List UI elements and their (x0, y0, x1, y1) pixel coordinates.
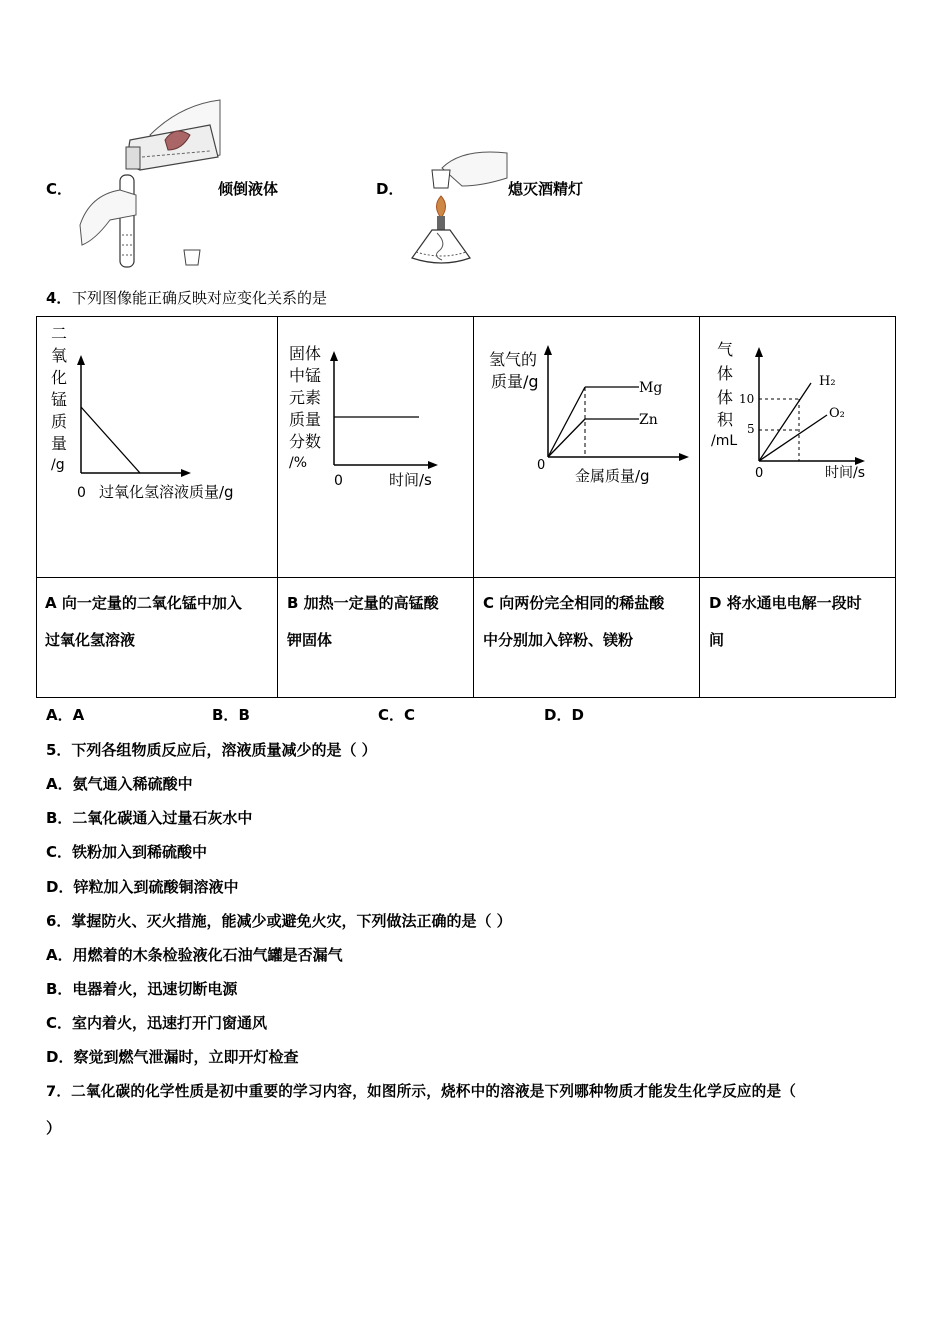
graph-a (37, 317, 277, 577)
graph-a-ylabel-3: 锰 (51, 390, 68, 409)
q4-option-d-label: D． (544, 706, 572, 724)
extinguishing-alcohol-lamp-illustration (402, 148, 512, 273)
q4-option-b-label: B． (212, 706, 239, 724)
graph-d-ylabel-1: 体 (717, 364, 734, 383)
graph-d-caption-line2: 间 (709, 631, 725, 649)
q4-option-c-label: C． (378, 706, 405, 724)
q5-option-d[interactable]: D．锌粒加入到硫酸铜溶液中 (46, 878, 239, 896)
graph-d-ylabel-0: 气 (717, 340, 734, 359)
graph-b (277, 317, 473, 577)
graph-c-xlabel: 金属质量/g (575, 467, 650, 485)
graph-d-caption-line1: D 将水通电电解一段时 (709, 594, 862, 612)
graph-d-series-o2: O₂ (829, 406, 845, 421)
q4-option-d-value: D (571, 706, 584, 724)
graph-c-zn-rise (548, 419, 585, 457)
graph-b-ylabel-2: 元素 (289, 388, 322, 407)
graph-b-caption-line1: B 加热一定量的高锰酸 (287, 594, 439, 612)
graph-d-ylabel-2: 体 (717, 388, 734, 407)
question-5-stem: 5．下列各组物质反应后，溶液质量减少的是（ ） (46, 741, 377, 759)
graph-b-ylabel-3: 质量 (289, 410, 322, 429)
pouring-liquid-illustration (70, 95, 230, 275)
question-7-stem-line2: ） (46, 1119, 62, 1137)
graph-d-xlabel: 时间/s (825, 465, 866, 481)
graph-a-ylabel-1: 氧 (51, 346, 68, 365)
graph-a-ylabel-6: /g (51, 457, 65, 473)
graph-table (36, 316, 896, 698)
q6-option-d[interactable]: D．察觉到燃气泄漏时，立即开灯检查 (46, 1048, 299, 1066)
option-c-caption: 倾倒液体 (218, 180, 279, 198)
question-4-number: 4． (46, 289, 72, 307)
graph-d-o2-line (759, 415, 827, 461)
graph-b-caption-line2: 钾固体 (287, 631, 333, 649)
graph-b-ylabel-5: /% (289, 455, 308, 471)
q5-option-a[interactable]: A．氨气通入稀硫酸中 (46, 775, 193, 793)
graph-b-ylabel-1: 中锰 (289, 366, 322, 385)
graph-a-ylabel-5: 量 (51, 434, 68, 453)
q4-option-a-value: A (72, 706, 85, 724)
graph-d-ytick-5: 5 (747, 422, 755, 436)
q4-option-b[interactable] (212, 704, 250, 725)
graph-a-line (81, 407, 140, 473)
option-d-label: D． (376, 180, 404, 198)
question-7-stem-line1: 7．二氧化碳的化学性质是初中重要的学习内容，如图所示，烧杯中的溶液是下列哪种物质才能发生化学反应的是（ (46, 1083, 797, 1100)
graph-c (473, 317, 699, 577)
graph-c-caption-line1: C 向两份完全相同的稀盐酸 (483, 594, 665, 612)
q5-option-b[interactable]: B．二氧化碳通入过量石灰水中 (46, 809, 253, 827)
graph-a-ylabel-0: 二 (51, 324, 68, 343)
q5-option-c[interactable]: C．铁粉加入到稀硫酸中 (46, 843, 208, 861)
graph-d-ylabel-3: 积 (717, 410, 734, 429)
graph-b-xlabel: 时间/s (389, 471, 432, 489)
option-c-label: C． (46, 180, 73, 198)
graph-b-ylabel-0: 固体 (289, 344, 322, 363)
graph-c-mg-rise (548, 387, 585, 457)
q4-option-c[interactable] (378, 704, 415, 725)
graph-d-h2-line (759, 383, 811, 461)
q6-option-a[interactable]: A．用燃着的木条检验液化石油气罐是否漏气 (46, 946, 343, 964)
graph-b-ylabel-4: 分数 (289, 432, 322, 451)
graph-d-ytick-10: 10 (739, 392, 755, 406)
question-4-stem: 下列图像能正确反映对应变化关系的是 (72, 289, 328, 307)
graph-a-xlabel: 过氧化氢溶液质量/g (99, 483, 234, 501)
option-d-caption: 熄灭酒精灯 (508, 180, 584, 198)
graph-a-caption-line2: 过氧化氢溶液 (45, 631, 136, 649)
graph-d-series-h2: H₂ (819, 374, 836, 389)
graph-d-origin: 0 (755, 466, 764, 481)
graph-a-ylabel-2: 化 (51, 368, 68, 387)
graph-a-origin: 0 (77, 485, 86, 501)
q4-option-d[interactable] (544, 704, 584, 725)
q6-option-b[interactable]: B．电器着火，迅速切断电源 (46, 980, 238, 998)
q6-option-c[interactable]: C．室内着火，迅速打开门窗通风 (46, 1014, 268, 1032)
graph-d-ylabel-4: /mL (711, 433, 738, 449)
graph-c-series-zn: Zn (639, 412, 658, 428)
q4-option-a[interactable] (46, 704, 84, 725)
graph-a-ylabel-4: 质 (51, 412, 68, 431)
graph-c-ylabel-0: 氢气的 (489, 350, 538, 369)
graph-c-series-mg: Mg (639, 380, 663, 396)
graph-c-caption-line2: 中分别加入锌粉、镁粉 (483, 631, 634, 649)
graph-a-caption-line1: A 向一定量的二氧化锰中加入 (45, 594, 242, 612)
q4-option-c-value: C (404, 706, 416, 724)
graph-c-origin: 0 (537, 458, 546, 473)
graph-b-origin: 0 (334, 473, 343, 489)
q4-option-a-label: A． (46, 706, 73, 724)
graph-c-ylabel-1: 质量/g (491, 372, 539, 391)
q4-option-b-value: B (238, 706, 250, 724)
graph-d (699, 317, 897, 577)
question-6-stem: 6．掌握防火、灭火措施，能减少或避免火灾，下列做法正确的是（ ） (46, 912, 512, 930)
